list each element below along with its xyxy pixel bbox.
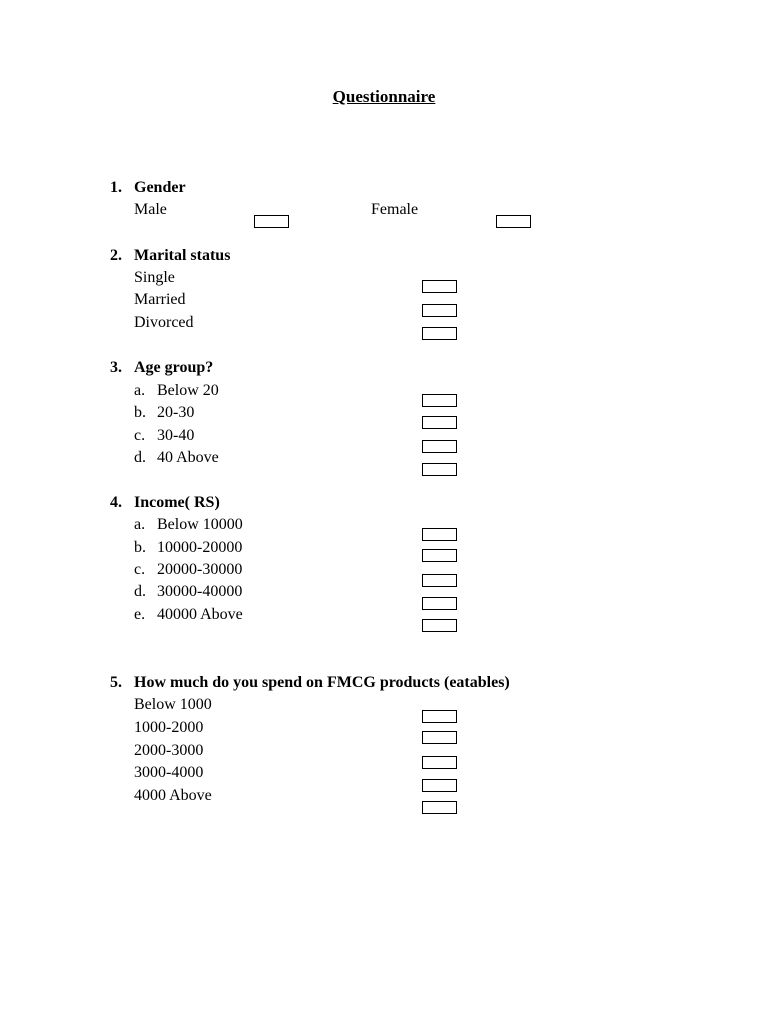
question-number: 3. bbox=[110, 359, 122, 376]
option-label-30-40: 30-40 bbox=[157, 427, 195, 444]
questionnaire-title: Questionnaire bbox=[332, 87, 436, 106]
checkbox-below-1000[interactable] bbox=[422, 710, 457, 723]
option-letter: a. bbox=[134, 516, 146, 533]
option-letter: e. bbox=[134, 606, 146, 623]
option-label-30000-40000: 30000-40000 bbox=[157, 583, 243, 600]
question-text: Age group? bbox=[134, 359, 214, 376]
checkbox-40000-above[interactable] bbox=[422, 619, 457, 632]
option-label-below-20: Below 20 bbox=[157, 382, 219, 399]
option-letter: c. bbox=[134, 561, 146, 578]
option-label-4000-above: 4000 Above bbox=[134, 787, 212, 804]
option-label-1000-2000: 1000-2000 bbox=[134, 719, 204, 736]
option-label-divorced: Divorced bbox=[134, 314, 194, 331]
checkbox-1000-2000[interactable] bbox=[422, 731, 457, 744]
option-letter: c. bbox=[134, 427, 146, 444]
question-text: Marital status bbox=[134, 247, 231, 264]
checkbox-married[interactable] bbox=[422, 304, 457, 317]
checkbox-40-above[interactable] bbox=[422, 463, 457, 476]
question-number: 1. bbox=[110, 179, 122, 196]
option-letter: b. bbox=[134, 539, 146, 556]
checkbox-20000-30000[interactable] bbox=[422, 574, 457, 587]
question-text: Income( RS) bbox=[134, 494, 220, 511]
checkbox-10000-20000[interactable] bbox=[422, 549, 457, 562]
checkbox-30-40[interactable] bbox=[422, 440, 457, 453]
option-label-40000-above: 40000 Above bbox=[157, 606, 243, 623]
option-letter: d. bbox=[134, 449, 146, 466]
option-label-2000-3000: 2000-3000 bbox=[134, 742, 204, 759]
option-label-3000-4000: 3000-4000 bbox=[134, 764, 204, 781]
option-label-male: Male bbox=[134, 201, 167, 218]
checkbox-20-30[interactable] bbox=[422, 416, 457, 429]
option-label-40-above: 40 Above bbox=[157, 449, 219, 466]
checkbox-30000-40000[interactable] bbox=[422, 597, 457, 610]
checkbox-divorced[interactable] bbox=[422, 327, 457, 340]
option-label-single: Single bbox=[134, 269, 175, 286]
option-label-female: Female bbox=[371, 201, 419, 218]
question-number: 2. bbox=[110, 247, 122, 264]
question-number: 4. bbox=[110, 494, 122, 511]
option-letter: d. bbox=[134, 583, 146, 600]
question-text: How much do you spend on FMCG products (eatables) bbox=[134, 674, 510, 691]
question-text: Gender bbox=[134, 179, 186, 196]
option-label-married: Married bbox=[134, 291, 186, 308]
checkbox-single[interactable] bbox=[422, 280, 457, 293]
option-label-10000-20000: 10000-20000 bbox=[157, 539, 243, 556]
option-label-20000-30000: 20000-30000 bbox=[157, 561, 243, 578]
checkbox-4000-above[interactable] bbox=[422, 801, 457, 814]
checkbox-male[interactable] bbox=[254, 215, 289, 228]
option-label-20-30: 20-30 bbox=[157, 404, 195, 421]
checkbox-female[interactable] bbox=[496, 215, 531, 228]
checkbox-2000-3000[interactable] bbox=[422, 756, 457, 769]
option-letter: b. bbox=[134, 404, 146, 421]
option-label-below-1000: Below 1000 bbox=[134, 696, 212, 713]
option-letter: a. bbox=[134, 382, 146, 399]
option-label-below-10000: Below 10000 bbox=[157, 516, 243, 533]
checkbox-3000-4000[interactable] bbox=[422, 779, 457, 792]
question-number: 5. bbox=[110, 674, 122, 691]
checkbox-below-10000[interactable] bbox=[422, 528, 457, 541]
checkbox-below-20[interactable] bbox=[422, 394, 457, 407]
